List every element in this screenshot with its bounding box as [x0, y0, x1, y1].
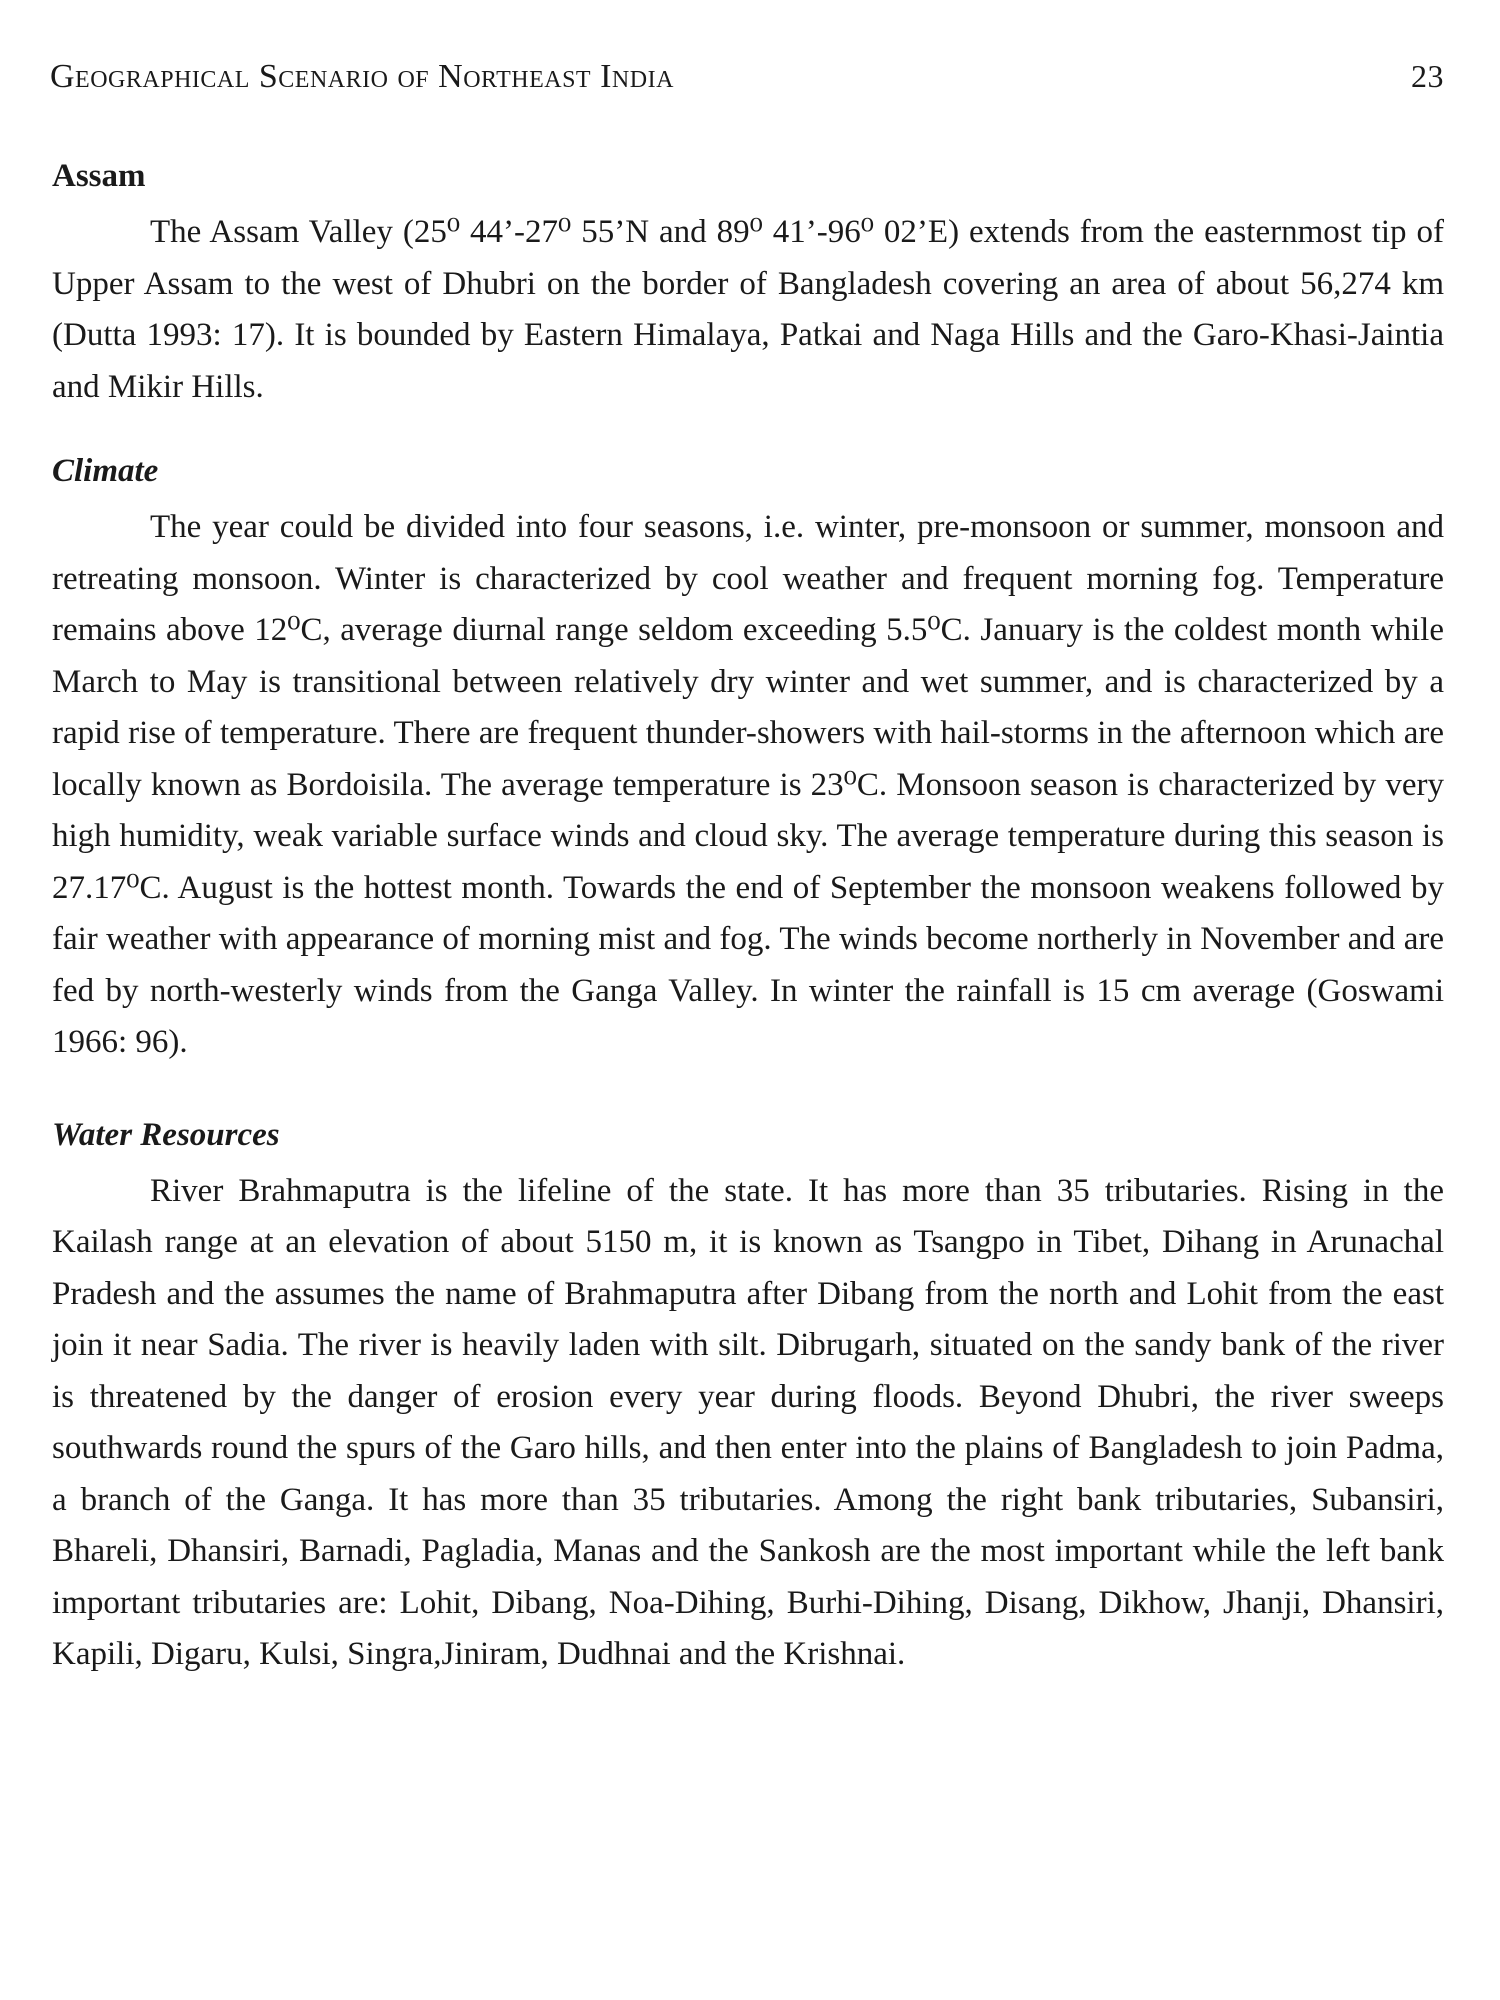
- section-heading-climate: Climate: [52, 453, 159, 489]
- paragraph-water-resources: River Brahmaputra is the lifeline of the state. It has more than 35 tributaries. Rising in the Kailash range at an elevation of about 5150 m, it is known as Tsangpo in Tibet, Dihang in Arunachal Pradesh and the assumes the name of Brahmaputra after Dibang from the north and Lohit from the east join it near Sadia. The river is heavily laden with silt. Dibrugarh, situated on the sandy bank of the river is threatened by the danger of erosion every year during floods. Beyond Dhubri, the river sweeps southwards round the spurs of the Garo hills, and then enter into the plains of Bangladesh to join Padma, a branch of the Ganga. It has more than 35 tributaries. Among the right bank tributaries, Subansiri, Bhareli, Dhansiri, Barnadi, Pagladia, Manas and the Sankosh are the most important while the left bank important tributaries are: Lohit, Dibang, Noa-Dihing, Burhi-Dihing, Disang, Dikhow, Jhanji, Dhansiri, Kapili, Digaru, Kulsi, Singra,Jiniram, Dudhnai and the Krishnai.: [52, 1172, 1444, 1672]
- paragraph-climate: The year could be divided into four seasons, i.e. winter, pre-monsoon or summer, monsoon and retreating monsoon. Winter is characterized by cool weather and frequent morning fog. Temperature remains above 12⁰C, average diurnal range seldom exceeding 5.5⁰C. January is the coldest month while March to May is transitional between relatively dry winter and wet summer, and is characterized by a rapid rise of temperature. There are frequent thunder-showers with hail-storms in the afternoon which are locally known as Bordoisila. The average temperature is 23⁰C. Monsoon season is characterized by very high humidity, weak variable surface winds and cloud sky. The average temperature during this season is 27.17⁰C. August is the hottest month. Towards the end of September the monsoon weakens followed by fair weather with appearance of morning mist and fog. The winds become northerly in November and are fed by north-westerly winds from the Ganga Valley. In winter the rainfall is 15 cm average (Goswami 1966: 96).: [52, 509, 1444, 1060]
- section-assam: [52, 158, 1444, 413]
- section-heading-water-resources: Water Resources: [52, 1116, 280, 1153]
- page-body: [52, 158, 1444, 1681]
- section-heading-assam: Assam: [52, 158, 146, 194]
- page-number: 23: [1411, 58, 1444, 94]
- paragraph-assam: The Assam Valley (25⁰ 44’-27⁰ 55’N and 89⁰ 41’-96⁰ 02’E) extends from the easternmost tip of Upper Assam to the west of Dhubri on the border of Bangladesh covering an area of about 56,274 km (Dutta 1993: 17). It is bounded by Eastern Himalaya, Patkai and Naga Hills and the Garo-Khasi-Jaintia and Mikir Hills.: [52, 214, 1444, 405]
- section-water-resources: [52, 1117, 1444, 1681]
- running-head: [50, 58, 1444, 96]
- running-title: Geographical Scenario of Northeast India: [50, 58, 674, 95]
- section-climate: [52, 453, 1444, 1069]
